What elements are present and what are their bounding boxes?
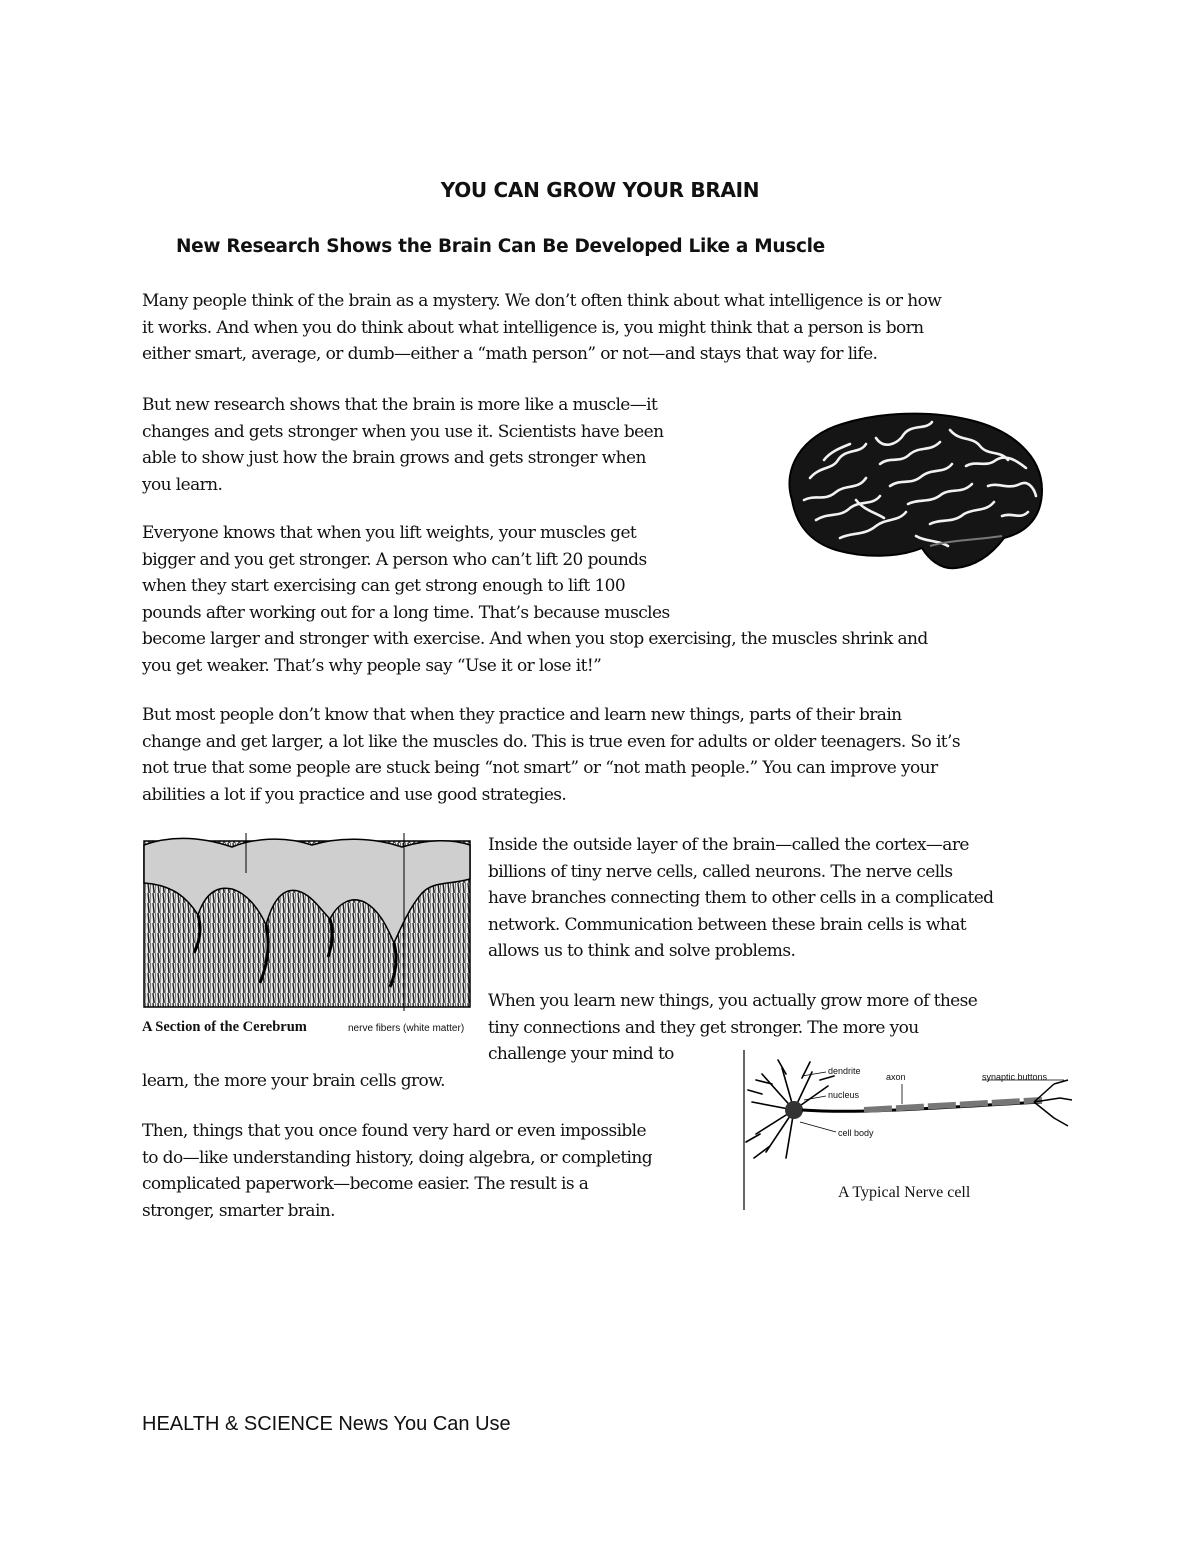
paragraph-connections-end: [142, 1068, 445, 1095]
text-line: not true that some people are stuck being “not smart” or “not math people.” You can improve your: [142, 758, 938, 778]
nerve-fibers-label: nerve fibers (white matter): [348, 1023, 465, 1034]
nerve-cell-figure: [742, 1050, 1076, 1212]
nucleus-label: nucleus: [828, 1090, 860, 1100]
text-line: when they start exercising can get strong enough to lift 100: [142, 576, 626, 596]
text-line: bigger and you get stronger. A person who can’t lift 20 pounds: [142, 549, 647, 570]
text-line: tiny connections and they get stronger. The more you: [488, 1017, 919, 1038]
text-line: have branches connecting them to other cells in a complicated: [488, 888, 994, 908]
axon-label: axon: [886, 1072, 906, 1082]
paragraph-cortex: [488, 832, 993, 965]
cerebrum-illustration: [142, 833, 472, 1011]
text-line: either smart, average, or dumb—either a “math person” or not—and stays that way for life.: [142, 344, 878, 364]
text-line: When you learn new things, you actually grow more of these: [488, 991, 978, 1011]
text-line: But new research shows that the brain is more like a muscle—it: [142, 395, 658, 415]
document-subtitle: New Research Shows the Brain Can Be Developed Like a Muscle: [176, 236, 825, 257]
text-line: you learn.: [142, 474, 223, 495]
text-line: you get weaker. That’s why people say “Use it or lose it!”: [142, 655, 602, 676]
cerebrum-figure: [142, 833, 472, 1043]
text-line: network. Communication between these brain cells is what: [488, 914, 966, 935]
text-line: allows us to think and solve problems.: [488, 941, 796, 961]
text-line: change and get larger, a lot like the muscles do. This is true even for adults or older teenagers. So it’s: [142, 731, 960, 752]
text-line: complicated paperwork—become easier. The result is a: [142, 1174, 589, 1194]
text-line: billions of tiny nerve cells, called neurons. The nerve cells: [488, 861, 953, 882]
dendrite-label: dendrite: [828, 1066, 861, 1076]
text-line: Many people think of the brain as a mystery. We don’t often think about what intelligence is or how: [142, 291, 942, 311]
text-line: pounds after working out for a long time. That’s because muscles: [142, 602, 670, 623]
text-line: Inside the outside layer of the brain—called the cortex—are: [488, 835, 969, 855]
paragraph-muscle: [142, 392, 663, 498]
document-title: YOU CAN GROW YOUR BRAIN: [440, 178, 760, 202]
text-line: Everyone knows that when you lift weights, your muscles get: [142, 523, 637, 543]
text-line: to do—like understanding history, doing algebra, or completing: [142, 1147, 653, 1168]
text-line: it works. And when you do think about what intelligence is, you might think that a person is born: [142, 317, 924, 338]
paragraph-result: [142, 1118, 652, 1224]
text-line: challenge your mind to: [488, 1044, 674, 1064]
cell-body-label: cell body: [838, 1128, 874, 1138]
text-line: changes and gets stronger when you use it. Scientists have been: [142, 421, 664, 442]
synaptic-buttons-label: synaptic buttons: [982, 1072, 1048, 1082]
text-line: learn, the more your brain cells grow.: [142, 1071, 445, 1091]
page-footer: HEALTH & SCIENCE News You Can Use: [142, 1413, 511, 1435]
brain-illustration: [780, 408, 1052, 576]
text-line: able to show just how the brain grows and gets stronger when: [142, 448, 646, 468]
text-line: But most people don’t know that when they practice and learn new things, parts of their brain: [142, 705, 902, 725]
nerve-cell-caption: A Typical Nerve cell: [838, 1184, 971, 1201]
text-line: become larger and stronger with exercise. And when you stop exercising, the muscles shrink and: [142, 629, 928, 649]
text-line: abilities a lot if you practice and use good strategies.: [142, 784, 567, 805]
paragraph-intro: [142, 288, 941, 368]
cerebrum-caption: A Section of the Cerebrum: [142, 1019, 307, 1035]
text-line: Then, things that you once found very hard or even impossible: [142, 1121, 646, 1141]
paragraph-practice: [142, 702, 960, 808]
text-line: stronger, smarter brain.: [142, 1200, 335, 1221]
